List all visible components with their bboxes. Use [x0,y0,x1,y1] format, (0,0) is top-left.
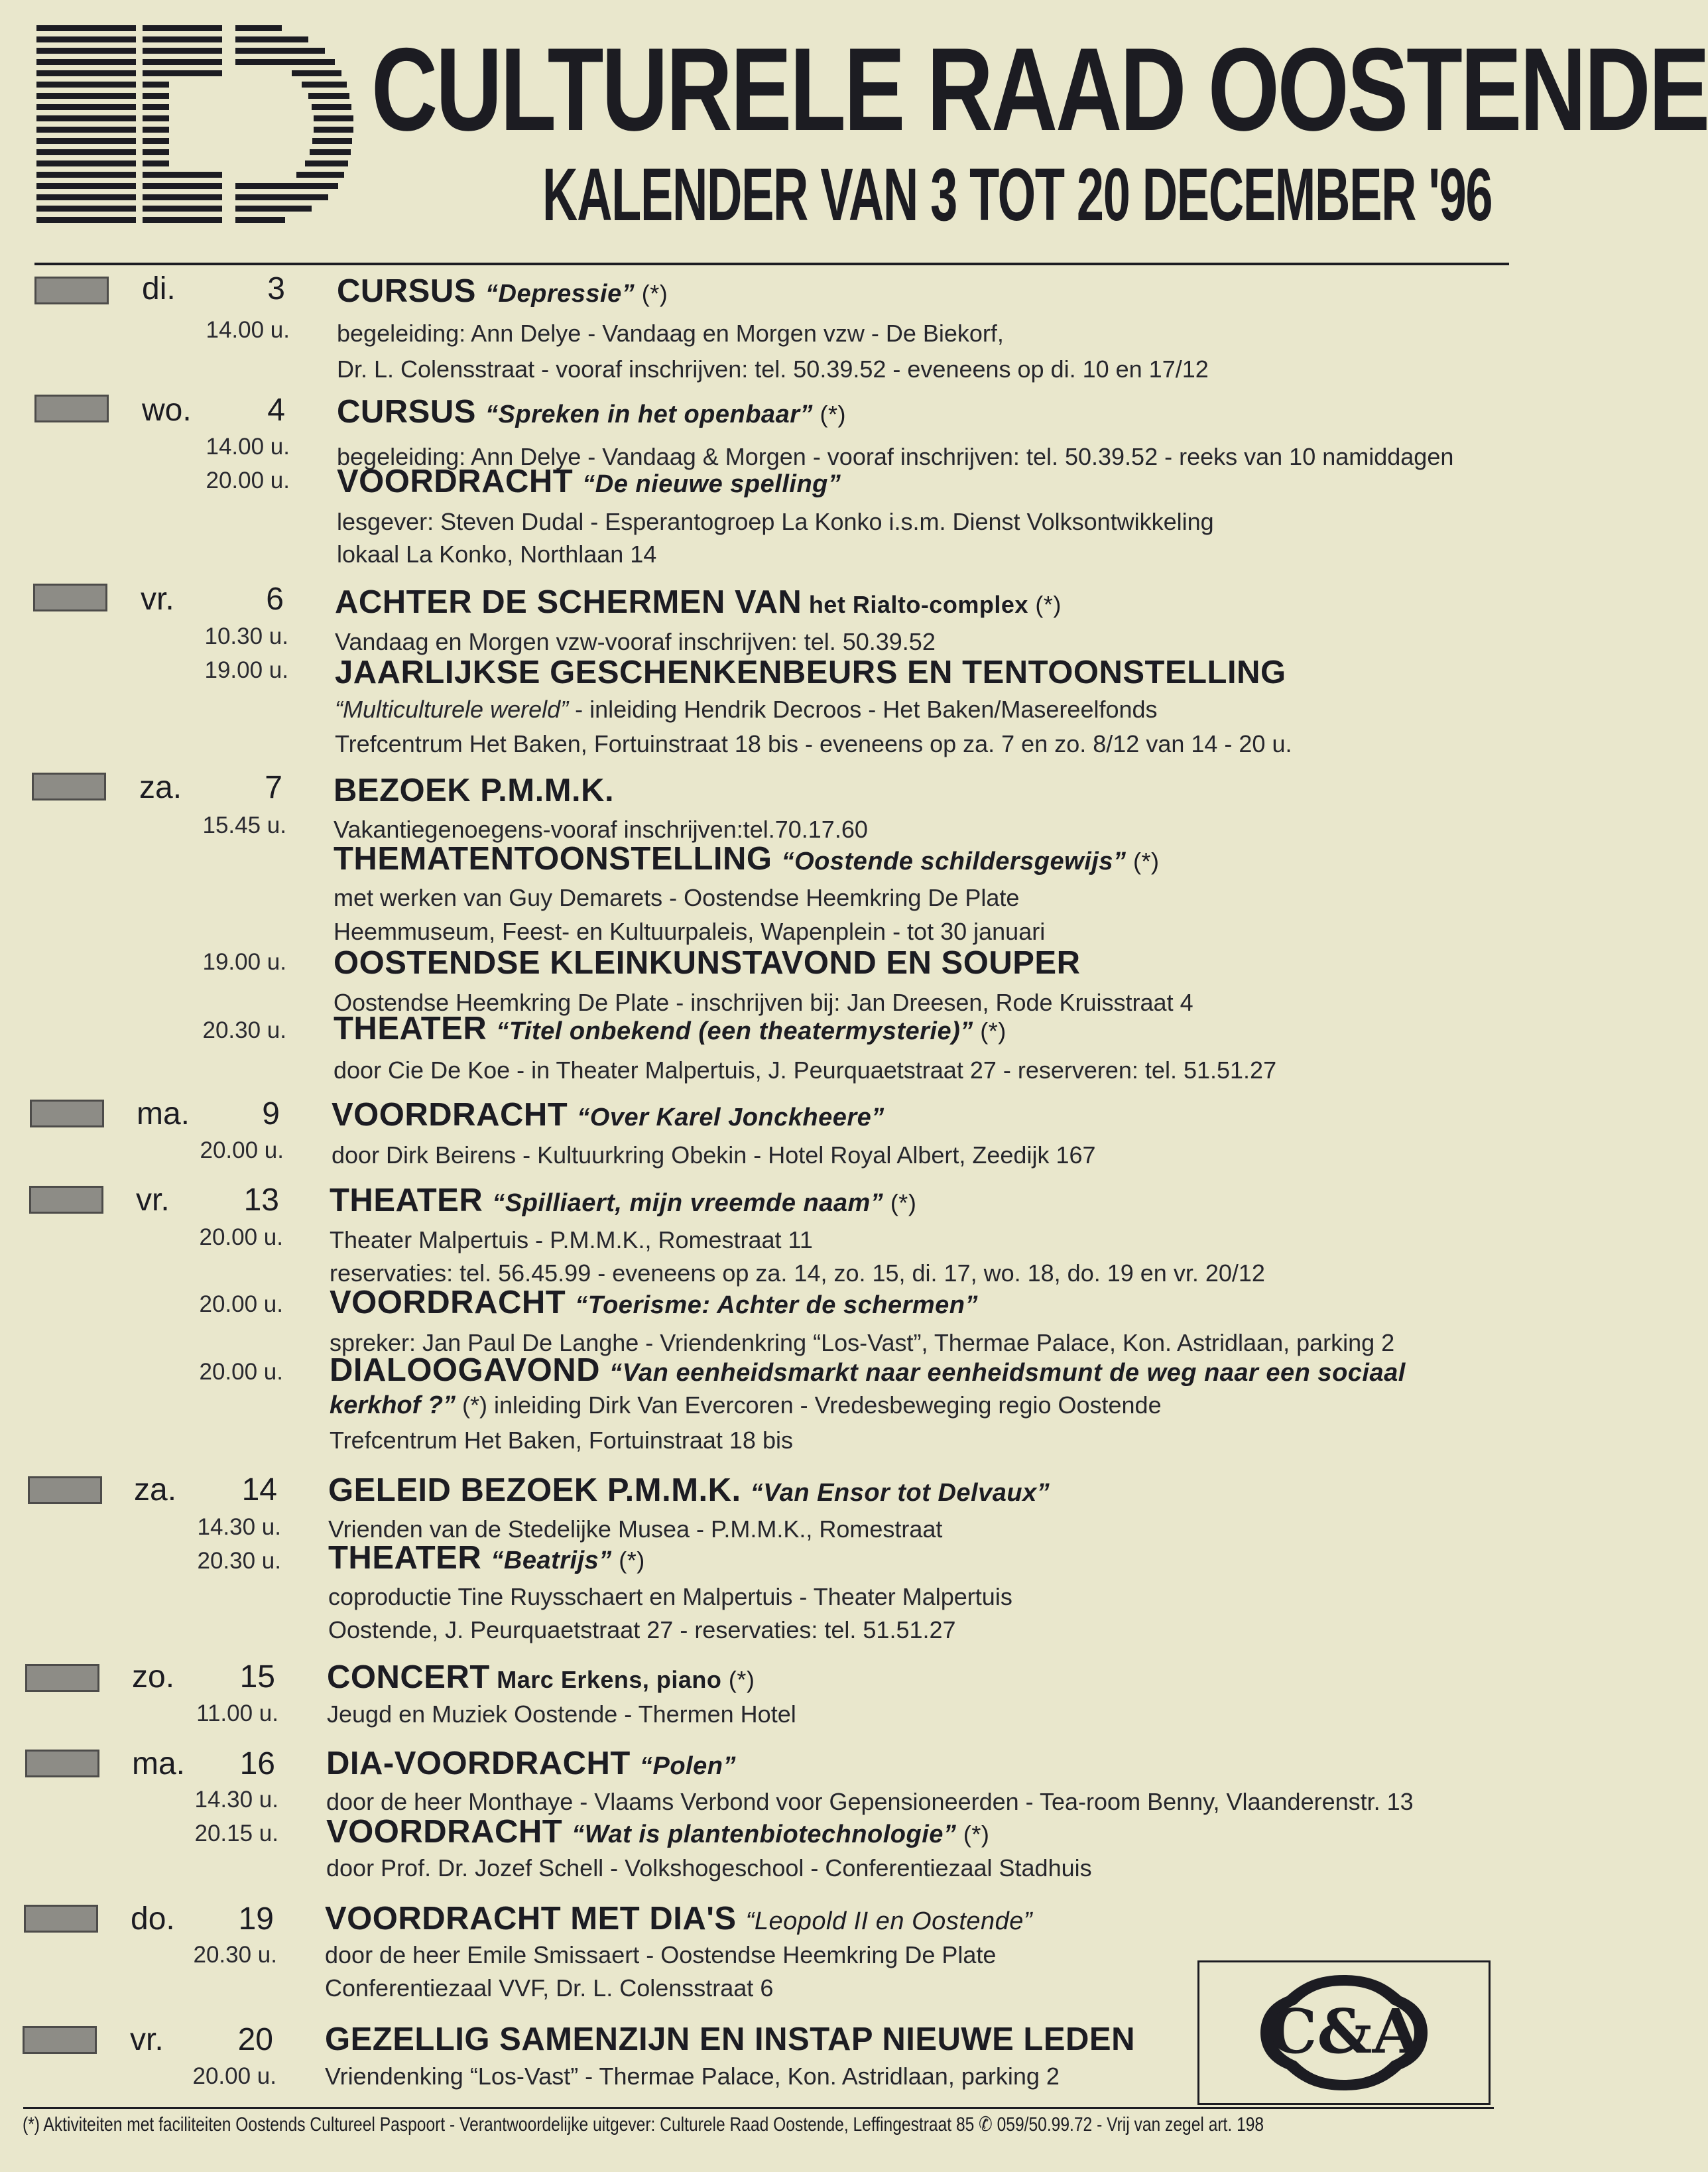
event-heading [337,393,846,434]
event-time: 14.00 u. [206,434,290,460]
day-name: za. [139,770,182,805]
day-number: 13 [243,1182,279,1218]
event-heading [328,1471,1050,1512]
event-type: DIALOOGAVOND [330,1352,600,1388]
footer-note: (*) Aktiviteiten met faciliteiten Oostends Cultureel Paspoort - Verantwoordelijke uitgever: Culturele Raad Oostende, Leffingestraat 85 ✆ 059/50.99.72 - Vrij van zegel art. 198 [23,2114,1264,2136]
day-marker [30,1100,104,1127]
event-title: “Spreken in het openbaar” [485,401,813,428]
event-heading [334,840,1159,881]
event-title: “Wat is plantenbiotechnologie” [572,1821,957,1848]
event-detail: Trefcentrum Het Baken, Fortuinstraat 18 bis - eveneens op za. 7 en zo. 8/12 van 14 - 20 u. [335,730,1292,757]
event-type: GELEID BEZOEK P.M.M.K. [328,1472,741,1508]
event-title: “Van eenheidsmarkt naar eenheidsmunt de weg naar een sociaal [609,1359,1406,1387]
paspoort-marker: (*) [956,1821,990,1848]
event-detail: begeleiding: Ann Delye - Vandaag & Morgen - vooraf inschrijven: tel. 50.39.52 - reeks van 10 namiddagen [337,443,1454,470]
day-name: wo. [142,393,192,428]
event-detail: door Dirk Beirens - Kultuurkring Obekin - Hotel Royal Albert, Zeedijk 167 [332,1141,1096,1169]
event-time: 20.30 u. [193,1942,277,1968]
event-heading [326,1813,989,1854]
event-type: VOORDRACHT [332,1097,568,1133]
event-detail: spreker: Jan Paul De Langhe - Vriendenkring “Los-Vast”, Thermae Palace, Kon. Astridlaan, parking 2 [330,1329,1395,1356]
event-time: 14.00 u. [206,317,290,343]
event-detail: door de heer Monthaye - Vlaams Verbond voor Gepensioneerden - Tea-room Benny, Vlaanderenstr. 13 [326,1788,1414,1815]
event-time: 20.00 u. [200,1137,284,1163]
day-marker [25,1664,99,1692]
day-number: 4 [267,393,285,428]
event-title: “Depressie” [485,280,635,308]
event-type: CONCERT [327,1659,490,1695]
event-time: 20.00 u. [199,1224,283,1250]
paspoort-marker: (*) [883,1189,917,1216]
event-time: 14.30 u. [197,1514,281,1540]
ca-logo-text: C&A [1268,1996,1420,2067]
event-type: THEATER [328,1540,482,1576]
event-detail: Oostendse Heemkring De Plate - inschrijven bij: Jan Dreesen, Rode Kruisstraat 4 [334,989,1193,1016]
event-type: BEZOEK P.M.M.K. [334,773,615,808]
event-detail-text: - inleiding Hendrik Decroos - Het Baken/Masereelfonds [568,696,1158,723]
event-detail: Vandaag en Morgen vzw-vooraf inschrijven: tel. 50.39.52 [335,628,936,655]
event-title: “Multiculturele wereld” [335,696,569,723]
event-type: CURSUS [337,273,476,309]
event-heading [337,462,841,503]
day-name: ma. [137,1096,190,1131]
day-name: za. [134,1472,177,1507]
event-heading [335,653,1286,692]
day-number: 7 [265,770,282,805]
event-detail: Conferentiezaal VVF, Dr. L. Colensstraat 6 [325,1974,774,2002]
day-number: 19 [238,1901,274,1937]
day-marker [32,773,106,800]
event-title: Marc Erkens, piano [489,1666,722,1693]
event-title: “Polen” [640,1752,736,1780]
day-marker [34,395,109,422]
event-type: OOSTENDSE KLEINKUNSTAVOND EN SOUPER [334,945,1081,981]
logo-stripes [36,25,353,223]
event-heading [330,1283,978,1324]
paspoort-marker: (*) [973,1017,1006,1045]
paspoort-marker: (*) [611,1547,645,1574]
day-name: vr. [141,582,174,617]
event-title: “Beatrijs” [491,1547,612,1574]
day-marker [28,1476,102,1504]
event-heading [334,1009,1006,1051]
event-time: 20.00 u. [192,2063,276,2089]
event-heading [327,1658,755,1699]
event-detail: begeleiding: Ann Delye - Vandaag en Morgen vzw - De Biekorf, [337,320,1004,347]
event-time: 15.45 u. [202,812,286,838]
day-name: do. [131,1901,175,1937]
paspoort-marker: (*) [813,401,846,428]
event-heading [335,583,1062,624]
event-detail: lesgever: Steven Dudal - Esperantogroep La Konko i.s.m. Dienst Volksontwikkeling [337,508,1214,535]
day-name: zo. [132,1659,175,1694]
day-marker [23,2026,97,2054]
event-time: 20.30 u. [197,1548,281,1574]
event-time: 19.00 u. [204,657,288,683]
event-heading [330,1181,916,1222]
day-marker [25,1750,99,1777]
event-type: THEATER [334,1011,487,1047]
event-type: VOORDRACHT [337,464,574,499]
page-title: CULTURELE RAAD OOSTENDE [371,23,1708,155]
event-title: het Rialto-complex [802,591,1028,618]
day-number: 6 [266,582,284,617]
event-time: 20.15 u. [194,1821,278,1846]
footer-divider [23,2107,1494,2109]
event-detail: door Cie De Koe - in Theater Malpertuis, J. Peurquaetstraat 27 - reserveren: tel. 51.51.27 [334,1056,1277,1084]
event-detail: met werken van Guy Demarets - Oostendse Heemkring De Plate [334,884,1020,911]
event-type: VOORDRACHT [326,1814,563,1850]
paspoort-marker: (*) [721,1666,755,1693]
event-heading [328,1539,645,1580]
day-name: vr. [136,1182,170,1218]
paspoort-marker: (*) [1126,848,1160,875]
event-type: THEATER [330,1182,483,1218]
event-detail: Theater Malpertuis - P.M.M.K., Romestraat 11 [330,1226,813,1253]
event-title: “Over Karel Jonckheere” [577,1104,884,1131]
event-type: CURSUS [337,394,476,430]
event-detail: Vakantiegenoegens-vooraf inschrijven:tel.70.17.60 [334,816,868,843]
event-type: GEZELLIG SAMENZIJN EN INSTAP NIEUWE LEDEN [325,2021,1136,2057]
event-heading [326,1744,736,1785]
event-heading [330,1351,1406,1392]
event-detail: door de heer Emile Smissaert - Oostendse Heemkring De Plate [325,1941,997,1968]
event-time: 10.30 u. [204,623,288,649]
event-time: 20.00 u. [206,468,290,493]
page-subtitle: KALENDER VAN 3 TOT 20 DECEMBER '96 [542,153,1493,236]
day-name: vr. [130,2022,164,2057]
event-detail: reservaties: tel. 56.45.99 - eveneens op za. 14, zo. 15, di. 17, wo. 18, do. 19 en vr. 20/12 [330,1259,1265,1287]
event-time: 20.00 u. [199,1291,283,1317]
day-number: 16 [239,1746,275,1781]
event-detail: lokaal La Konko, Northlaan 14 [337,541,657,568]
event-title: “Leopold II en Oostende” [745,1907,1033,1935]
event-heading [332,1096,884,1137]
event-heading [325,2020,1135,2059]
event-time: 20.00 u. [199,1359,283,1385]
header-divider [34,263,1509,265]
event-type: THEMATENTOONSTELLING [334,841,772,877]
event-title: “De nieuwe spelling” [582,470,841,498]
day-marker [24,1905,98,1933]
day-name: ma. [132,1746,186,1781]
event-heading [334,771,614,810]
event-type: JAARLIJKSE GESCHENKENBEURS EN TENTOONSTELLING [335,655,1286,690]
day-marker [34,277,109,304]
event-heading [334,944,1080,982]
event-time: 14.30 u. [194,1787,278,1813]
event-detail: Trefcentrum Het Baken, Fortuinstraat 18 bis [330,1427,793,1454]
event-detail: Vriendenking “Los-Vast” - Thermae Palace, Kon. Astridlaan, parking 2 [325,2063,1060,2090]
event-time: 20.30 u. [202,1017,286,1043]
event-title: “Titel onbekend (een theatermysterie)” [496,1017,973,1045]
event-type: VOORDRACHT MET DIA'S [325,1901,737,1937]
day-number: 3 [267,271,285,306]
event-time: 19.00 u. [202,949,286,975]
event-heading [337,272,668,313]
event-detail: door Prof. Dr. Jozef Schell - Volkshogeschool - Conferentiezaal Stadhuis [326,1854,1092,1882]
event-detail: coproductie Tine Ruysschaert en Malpertuis - Theater Malpertuis [328,1583,1012,1610]
event-time: 11.00 u. [196,1700,278,1726]
event-type: DIA-VOORDRACHT [326,1746,631,1781]
event-title: “Oostende schildersgewijs” [781,848,1127,875]
event-title-continued: kerkhof ?” [330,1391,456,1419]
event-detail: Oostende, J. Peurquaetstraat 27 - reservaties: tel. 51.51.27 [328,1616,956,1643]
day-number: 20 [237,2022,273,2057]
day-name: di. [142,271,176,306]
ca-logo-icon [1256,1970,1432,2096]
event-detail [330,1390,1162,1421]
event-detail-text: (*) inleiding Dirk Van Evercoren - Vredesbeweging regio Oostende [456,1391,1162,1419]
paspoort-marker: (*) [1028,591,1062,618]
event-detail: Dr. L. Colensstraat - vooraf inschrijven: tel. 50.39.52 - eveneens op di. 10 en 17/12 [337,355,1209,383]
day-marker [33,584,107,611]
day-number: 15 [239,1659,275,1694]
event-type: ACHTER DE SCHERMEN VAN [335,584,802,620]
culturele-raad-logo [36,25,355,227]
event-type: VOORDRACHT [330,1285,566,1320]
day-marker [29,1186,103,1214]
event-detail: Heemmuseum, Feest- en Kultuurpaleis, Wapenplein - tot 30 januari [334,918,1046,945]
day-number: 9 [262,1096,280,1131]
event-title: “Spilliaert, mijn vreemde naam” [492,1189,884,1217]
day-number: 14 [241,1472,277,1507]
event-detail: Vrienden van de Stedelijke Musea - P.M.M.K., Romestraat [328,1515,943,1543]
paspoort-marker: (*) [635,280,668,307]
event-heading [325,1899,1032,1941]
event-detail: Jeugd en Muziek Oostende - Thermen Hotel [327,1700,796,1728]
event-detail [335,695,1158,724]
event-title: “Toerisme: Achter de schermen” [575,1291,979,1319]
event-title: “Van Ensor tot Delvaux” [750,1479,1050,1507]
